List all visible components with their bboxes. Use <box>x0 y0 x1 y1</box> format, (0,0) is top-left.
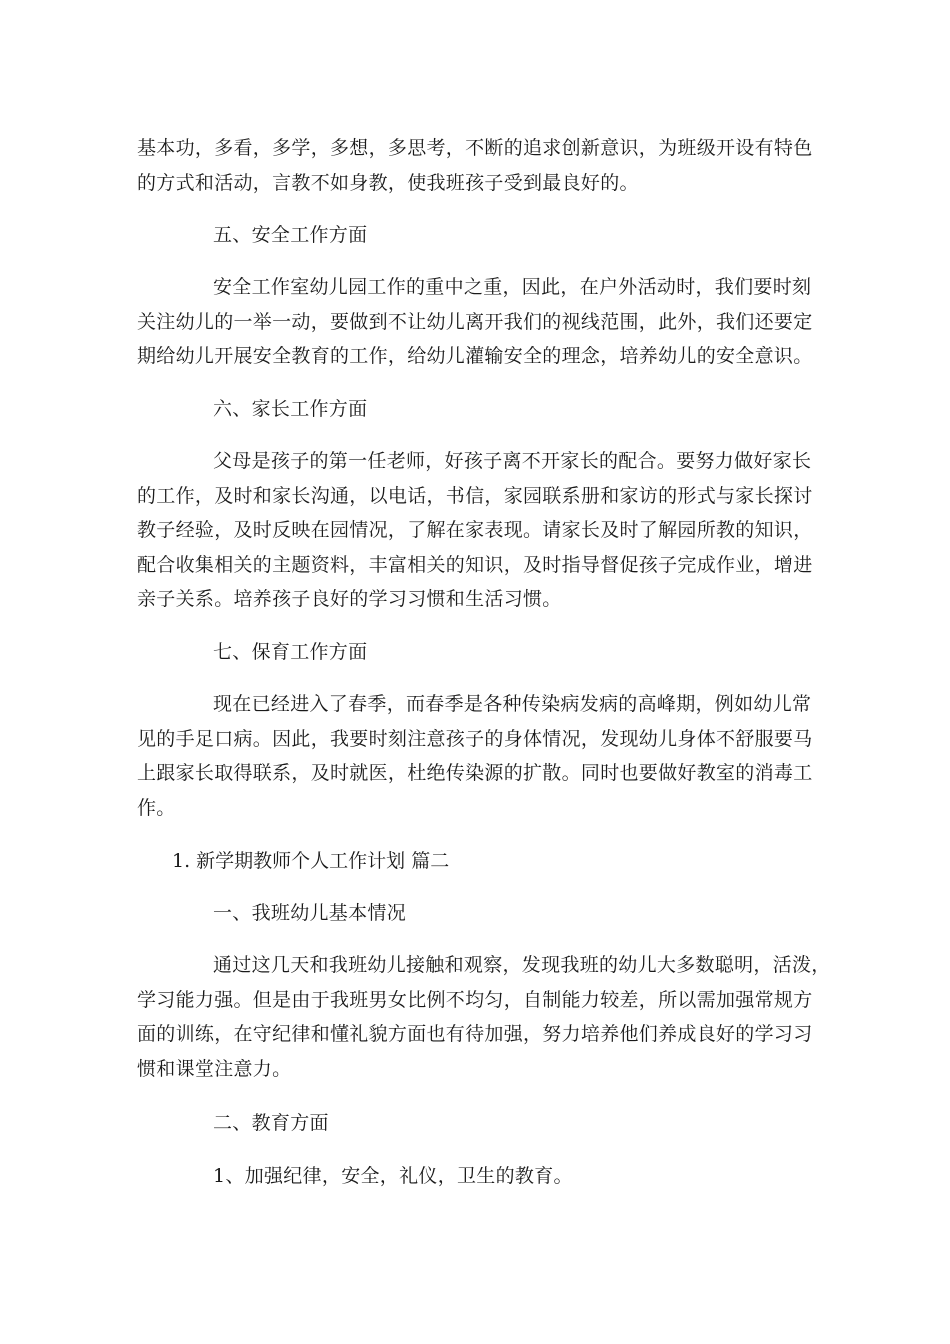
paragraph-intro <box>137 131 817 200</box>
text-line: 惯和课堂注意力。 <box>137 1057 292 1080</box>
paragraph-care <box>137 687 817 825</box>
text-line: 教子经验，及时反映在园情况，了解在家表现。请家长及时了解园所教的知识， <box>137 519 813 541</box>
text-line: 期给幼儿开展安全教育的工作，给幼儿灌输安全的理念，培养幼儿的安全意识。 <box>137 345 813 367</box>
text-line: 的工作，及时和家长沟通，以电话，书信，家园联系册和家访的形式与家长探讨 <box>137 484 813 507</box>
document-subtitle: 1. 新学期教师个人工作计划 篇二 <box>172 850 450 872</box>
section-heading-class: 一、我班幼儿基本情况 <box>213 902 407 924</box>
text-line: 父母是孩子的第一任老师，好孩子离不开家长的配合。要努力做好家长 <box>213 450 812 472</box>
text-line: 面的训练，在守纪律和懂礼貌方面也有待加强，努力培养他们养成良好的学习习 <box>137 1023 813 1045</box>
paragraph-safety <box>137 270 817 374</box>
text-line: 关注幼儿的一举一动，要做到不让幼儿离开我们的视线范围，此外，我们还要定 <box>137 310 813 333</box>
text-line: 配合收集相关的主题资料，丰富相关的知识，及时指导督促孩子完成作业，增进 <box>137 553 813 576</box>
text-line: 亲子关系。培养孩子良好的学习习惯和生活习惯。 <box>137 588 562 610</box>
section-heading-parents: 六、家长工作方面 <box>213 398 368 420</box>
text-line: 学习能力强。但是由于我班男女比例不均匀，自制能力较差，所以需加强常规方 <box>137 988 813 1011</box>
section-heading-education: 二、教育方面 <box>213 1112 329 1134</box>
paragraph-class <box>137 948 831 1086</box>
section-heading-safety: 五、安全工作方面 <box>213 224 368 246</box>
text-line: 基本功，多看，多学，多想，多思考，不断的追求创新意识，为班级开设有特色 <box>137 137 813 159</box>
text-line: 安全工作室幼儿园工作的重中之重，因此，在户外活动时，我们要时刻 <box>213 276 812 298</box>
section-heading-care: 七、保育工作方面 <box>213 641 368 663</box>
text-line: 上跟家长取得联系，及时就医，杜绝传染源的扩散。同时也要做好教室的消毒工 <box>137 762 813 784</box>
text-line: 见的手足口病。因此，我要时刻注意孩子的身体情况，发现幼儿身体不舒服要马 <box>137 727 813 750</box>
text-line: 的方式和活动，言教不如身教，使我班孩子受到最良好的。 <box>137 171 639 194</box>
list-item: 1、加强纪律，安全，礼仪，卫生的教育。 <box>213 1165 573 1187</box>
text-line: 作。 <box>137 796 176 819</box>
text-line: 通过这几天和我班幼儿接触和观察，发现我班的幼儿大多数聪明，活泼， <box>213 954 831 976</box>
text-line: 现在已经进入了春季，而春季是各种传染病发病的高峰期，例如幼儿常 <box>213 693 812 715</box>
paragraph-parents <box>137 444 817 617</box>
